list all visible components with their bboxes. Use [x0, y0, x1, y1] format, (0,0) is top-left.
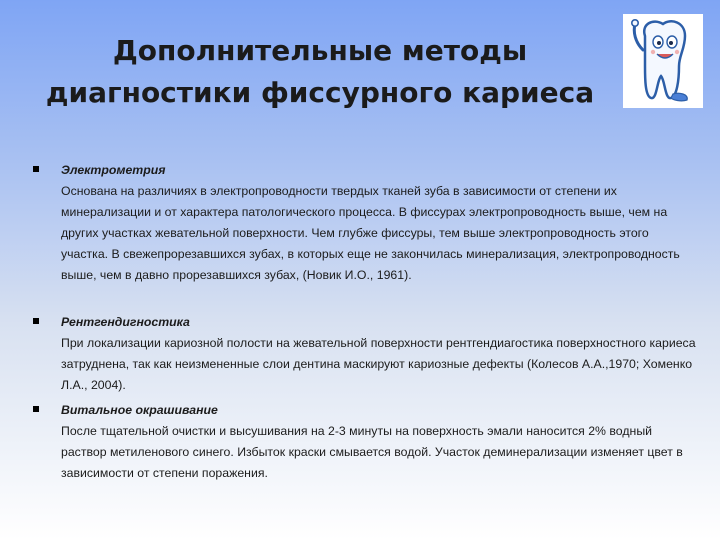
square-bullet-icon [33, 166, 39, 172]
item-text: Основана на различиях в электропроводности твердых тканей зуба в зависимости от степени их минерализации и от характера патологического процесса. В фиссурах электропроводность выше, чем на других участках жевательной поверхности. Чем глубже фиссуры, тем выше электропроводность этого участка. В свежепрорезавшихся зубах, в которых еще не закончилась минерализация, электропроводность выше, чем в давно прорезавшихся зубах, (Новик И.О., 1961). [61, 184, 680, 282]
item-text: При локализации кариозной полости на жевательной поверхности рентгендиагостика поверхностного кариеса затруднена, так как неизмененные слои дентина маскируют кариозные дефекты (Колесов А.А.,1970; Хоменко Л.А., 2004). [61, 336, 696, 392]
item-heading: Электрометрия [61, 163, 166, 177]
square-bullet-icon [33, 318, 39, 324]
tooth-mascot-icon [623, 14, 703, 108]
slide-title-line-1: Дополнительные методы [112, 34, 528, 67]
square-bullet-icon [33, 406, 39, 412]
slide-title [40, 30, 600, 114]
item-heading: Витальное окрашивание [61, 403, 218, 417]
slide-title-line-2: диагностики фиссурного кариеса [45, 76, 595, 109]
item-text: После тщательной очистки и высушивания на 2-3 минуты на поверхность эмали наносится 2% водный раствор метиленового синего. Избыток краски смывается водой. Участок деминерализации изменяет цвет в зависимости от степени поражения. [61, 424, 683, 480]
item-heading: Рентгендигностика [61, 315, 190, 329]
